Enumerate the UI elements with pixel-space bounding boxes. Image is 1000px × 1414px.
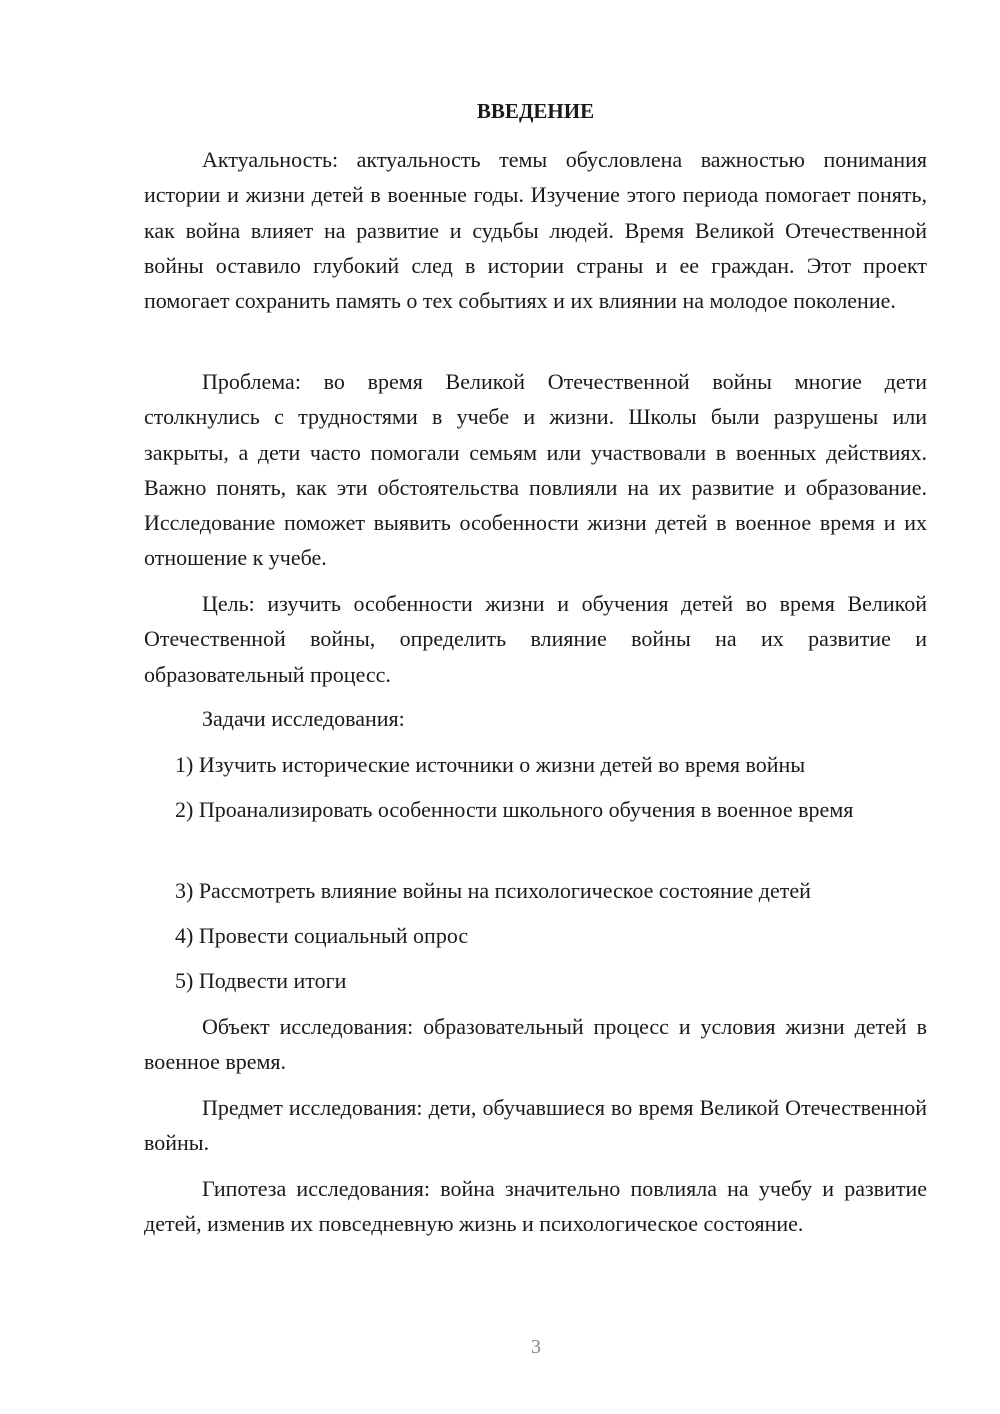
page-title: ВВЕДЕНИЕ bbox=[476, 99, 595, 123]
problem-paragraph: Проблема: во время Великой Отечественной войны многие дети столкнулись с трудностями в учебе и жизни. Школы были разрушены или закрыты, а дети часто помогали семьям или участвовали в военных действиях. Важно понять, как эти обстоятельства повлияли на их развитие и образование. Исследование поможет выявить особенности жизни детей в военное время и их отношение к учебе. bbox=[144, 369, 927, 571]
subject-paragraph: Предмет исследования: дети, обучавшиеся во время Великой Отечественной войны. bbox=[144, 1095, 927, 1156]
task-item: 3) Рассмотреть влияние войны на психологическое состояние детей bbox=[175, 878, 811, 903]
task-item: 1) Изучить исторические источники о жизни детей во время войны bbox=[175, 752, 806, 777]
page-number: 3 bbox=[531, 1336, 541, 1358]
task-item: 4) Провести социальный опрос bbox=[175, 923, 469, 948]
relevance-paragraph: Актуальность: актуальность темы обусловлена важностью понимания истории и жизни детей в военные годы. Изучение этого периода помогает понять, как война влияет на развитие и судьбы людей. Время Великой Отечественной войны оставило глубокий след в истории страны и ее граждан. Этот проект помогает сохранить память о тех событиях и их влиянии на молодое поколение. bbox=[144, 147, 927, 314]
tasks-heading: Задачи исследования: bbox=[202, 706, 405, 731]
task-item: 2) Проанализировать особенности школьного обучения в военное время bbox=[175, 797, 854, 822]
task-item: 5) Подвести итоги bbox=[175, 968, 347, 993]
goal-paragraph: Цель: изучить особенности жизни и обучения детей во время Великой Отечественной войны, определить влияние войны на их развитие и образовательный процесс. bbox=[144, 591, 927, 687]
hypothesis-paragraph: Гипотеза исследования: война значительно повлияла на учебу и развитие детей, изменив их повседневную жизнь и психологическое состояние. bbox=[144, 1176, 927, 1237]
object-paragraph: Объект исследования: образовательный процесс и условия жизни детей в военное время. bbox=[144, 1014, 927, 1075]
